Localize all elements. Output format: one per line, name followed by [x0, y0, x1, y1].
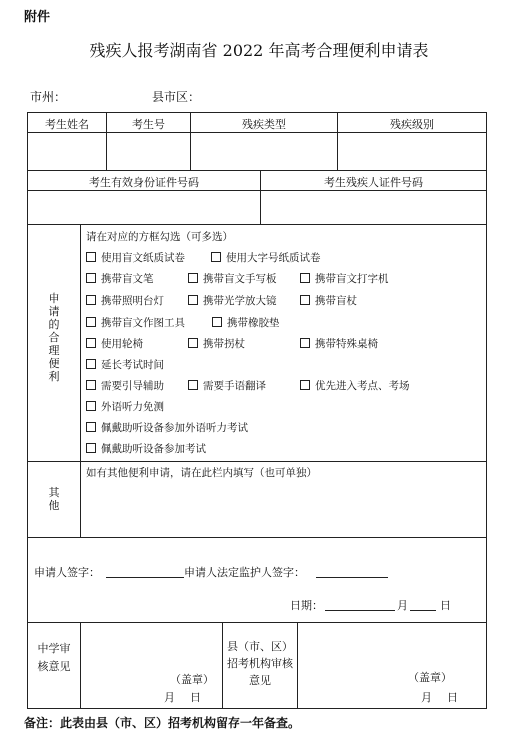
checkbox[interactable] [86, 338, 96, 348]
date-day-line[interactable] [410, 610, 436, 611]
option-hearing-aid-exam[interactable]: 佩戴助听设备参加考试 [86, 441, 206, 456]
date-label: 日期： [290, 599, 323, 612]
checkbox[interactable] [188, 295, 198, 305]
option-white-cane[interactable]: 携带盲杖 [300, 293, 357, 308]
header-name: 考生姓名 [45, 118, 89, 131]
option-special-desk[interactable]: 携带特殊桌椅 [300, 336, 378, 351]
school-day-label: 日 [190, 691, 201, 704]
checkbox[interactable] [300, 380, 310, 390]
guardian-signature-line[interactable] [316, 577, 388, 578]
date-year-line[interactable] [325, 610, 395, 611]
date-day-label: 日 [440, 599, 451, 612]
checkbox[interactable] [188, 380, 198, 390]
header-exam-no: 考生号 [132, 118, 165, 131]
checkbox[interactable] [86, 443, 96, 453]
checkbox[interactable] [188, 338, 198, 348]
option-braille-pen[interactable]: 携带盲文笔 [86, 271, 154, 286]
footnote: 备注：此表由县（市、区）招考机构留存一年备查。 [24, 716, 301, 730]
county-review-label: 县（市、区）招考机构审核意见 [227, 640, 293, 687]
county-label: 县市区： [152, 90, 201, 104]
checkbox[interactable] [300, 338, 310, 348]
checkbox[interactable] [86, 422, 96, 432]
county-month-label: 月 [421, 691, 432, 704]
option-desk-lamp[interactable]: 携带照明台灯 [86, 293, 164, 308]
checkbox[interactable] [86, 273, 96, 283]
checkbox[interactable] [188, 273, 198, 283]
option-crutches[interactable]: 携带拐杖 [188, 336, 245, 351]
header-id-number: 考生有效身份证件号码 [89, 176, 199, 189]
option-large-print-paper[interactable]: 使用大字号纸质试卷 [211, 250, 321, 265]
checkbox[interactable] [212, 317, 222, 327]
attachment-label: 附件 [24, 10, 51, 25]
header-disability-type: 残疾类型 [242, 118, 286, 131]
checkbox[interactable] [86, 317, 96, 327]
option-extended-time[interactable]: 延长考试时间 [86, 357, 164, 372]
header-disability-level: 残疾级别 [390, 118, 434, 131]
header-disability-id: 考生残疾人证件号码 [324, 176, 423, 189]
checkbox[interactable] [86, 359, 96, 369]
checkbox[interactable] [86, 295, 96, 305]
option-braille-board[interactable]: 携带盲文手写板 [188, 271, 277, 286]
apply-section-label: 申请的合理便利 [48, 292, 60, 383]
checkbox[interactable] [300, 295, 310, 305]
option-listening-exempt[interactable]: 外语听力免测 [86, 399, 164, 414]
option-sign-language[interactable]: 需要手语翻译 [188, 378, 266, 393]
form-title: 残疾人报考湖南省 2022 年高考合理便利申请表 [89, 41, 429, 60]
school-review-label: 中学审核意见 [37, 642, 71, 673]
option-wheelchair[interactable]: 使用轮椅 [86, 336, 143, 351]
date-month-label: 月 [397, 599, 408, 612]
school-month-label: 月 [164, 691, 175, 704]
other-instruction: 如有其他便利申请，请在此栏内填写（也可单独） [86, 467, 317, 479]
option-magnifier[interactable]: 携带光学放大镜 [188, 293, 277, 308]
checkbox[interactable] [300, 273, 310, 283]
checkbox[interactable] [211, 252, 221, 262]
option-priority-entry[interactable]: 优先进入考点、考场 [300, 378, 410, 393]
checkbox[interactable] [86, 252, 96, 262]
checkbox[interactable] [86, 401, 96, 411]
guardian-signature-label: 申请人法定监护人签字： [184, 566, 305, 579]
option-braille-typewriter[interactable]: 携带盲文打字机 [300, 271, 389, 286]
option-rubber-mat[interactable]: 携带橡胶垫 [212, 315, 280, 330]
applicant-signature-label: 申请人签字： [34, 566, 100, 579]
option-braille-drawing-tools[interactable]: 携带盲文作图工具 [86, 315, 185, 330]
option-braille-paper[interactable]: 使用盲文纸质试卷 [86, 250, 185, 265]
checkbox[interactable] [86, 380, 96, 390]
school-seal-label: （盖章） [170, 673, 214, 686]
other-section-label: 其他 [48, 486, 60, 512]
apply-instruction: 请在对应的方框勾选（可多选） [86, 231, 233, 243]
option-guide-assist[interactable]: 需要引导辅助 [86, 378, 164, 393]
county-day-label: 日 [447, 691, 458, 704]
applicant-signature-line[interactable] [106, 577, 184, 578]
option-hearing-aid-listening[interactable]: 佩戴助听设备参加外语听力考试 [86, 420, 248, 435]
county-seal-label: （盖章） [408, 671, 452, 684]
city-label: 市州： [30, 90, 67, 104]
